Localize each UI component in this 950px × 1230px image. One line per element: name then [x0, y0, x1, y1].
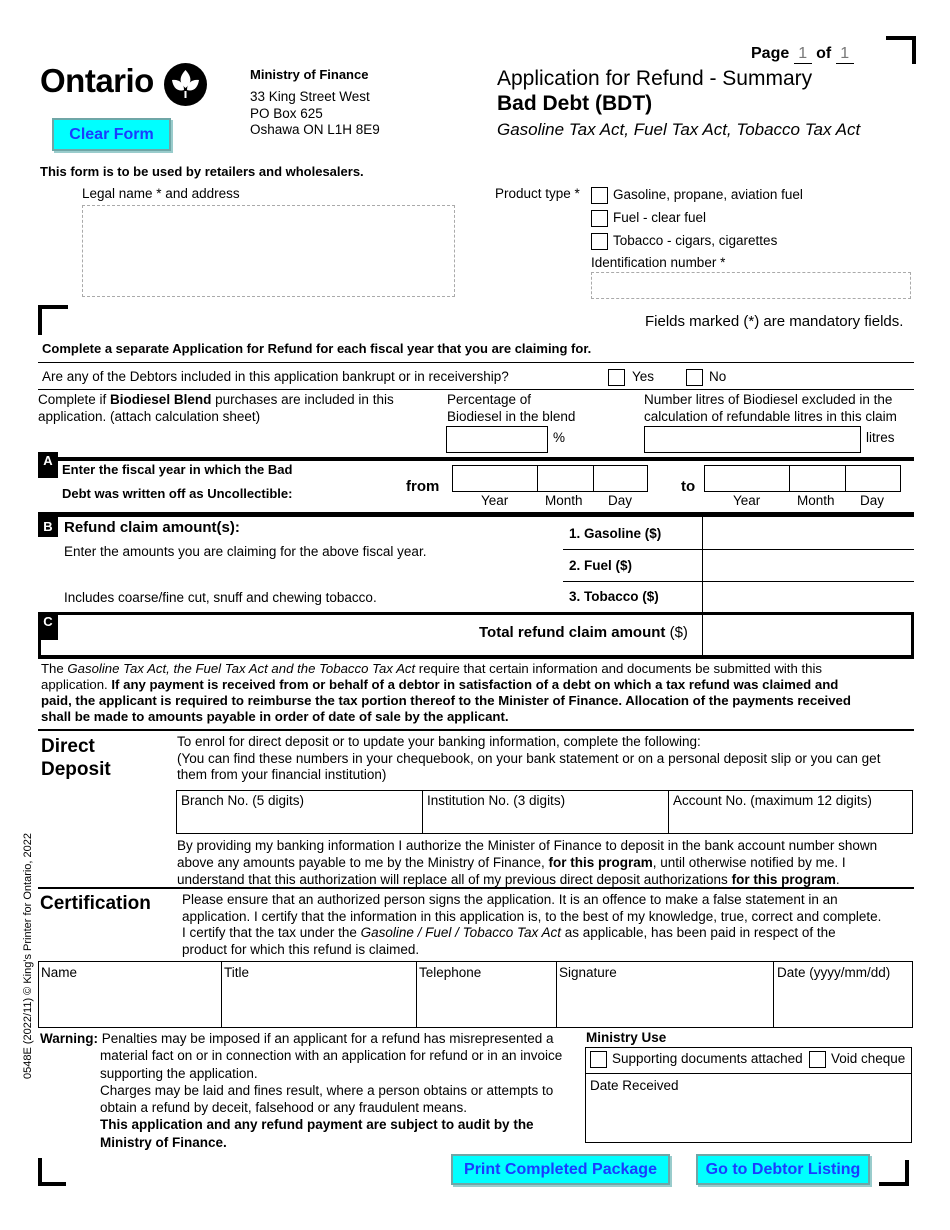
form-usage-note: This form is to be used by retailers and wholesalers.	[40, 164, 364, 179]
from-month-label: Month	[545, 493, 583, 508]
column-divider	[221, 961, 222, 1028]
void-cheque-checkbox[interactable]	[809, 1051, 826, 1068]
section-b-top-rule	[38, 512, 914, 517]
product-tobacco-checkbox[interactable]	[591, 233, 608, 250]
page-indicator: Page 1 of 1	[751, 45, 854, 64]
date-divider	[593, 465, 594, 492]
from-year-label: Year	[481, 493, 509, 508]
date-input[interactable]	[775, 983, 912, 1027]
identification-number-field[interactable]	[591, 272, 911, 299]
date-divider	[537, 465, 538, 492]
address-line-2: PO Box 625	[250, 106, 323, 121]
corner-mark-bottom-right	[879, 1160, 909, 1186]
column-divider	[416, 961, 417, 1028]
refund-claim-title: Refund claim amount(s):	[64, 519, 240, 536]
form-title: Application for Refund - Summary	[497, 67, 813, 90]
clear-form-button[interactable]: Clear Form	[52, 118, 171, 151]
divider	[38, 362, 914, 363]
ontario-logo: Ontario	[40, 62, 154, 99]
percent-unit: %	[553, 430, 566, 445]
product-fuel-checkbox[interactable]	[591, 210, 608, 227]
tobacco-amount-label: 3. Tobacco ($)	[569, 589, 659, 604]
direct-deposit-instructions: To enrol for direct deposit or to update your banking information, complete the following: (You can find these numbers in your chequebook, on your bank statement or on a personal deposit slip or you can get them from your financial institution)	[177, 734, 881, 782]
biodiesel-percentage-input[interactable]	[446, 426, 548, 453]
bankrupt-question: Are any of the Debtors included in this application bankrupt or in receivership?	[42, 369, 509, 384]
signature-input[interactable]	[558, 983, 772, 1027]
account-number-label: Account No. (maximum 12 digits)	[673, 793, 872, 808]
warning-text: Warning: Penalties may be imposed if an applicant for a refund has misrepresented a material fact on or in connection with an application for refund or in an invoice supporting the application. Charges may be laid and fines result, where a person obtains or attempts to obtain a refund by deceit, falsehood or any fraudulent means. This application and any refund payment are subject to audit by the Ministry of Finance.	[40, 1031, 563, 1150]
section-c-right-border	[911, 614, 914, 658]
institution-number-label: Institution No. (3 digits)	[427, 793, 566, 808]
to-month-label: Month	[797, 493, 835, 508]
fiscal-year-prompt-line1: Enter the fiscal year in which the Bad	[62, 462, 293, 477]
corner-mark-top-right	[886, 36, 916, 64]
supporting-documents-label: Supporting documents attached	[612, 1051, 803, 1066]
identification-number-label: Identification number *	[591, 255, 726, 270]
tobacco-amount-input[interactable]	[703, 582, 914, 613]
to-day-label: Day	[860, 493, 885, 508]
mandatory-fields-note: Fields marked (*) are mandatory fields.	[645, 313, 904, 330]
section-c-left-border	[38, 614, 41, 658]
product-gasoline-checkbox[interactable]	[591, 187, 608, 204]
section-a-top-rule	[38, 457, 914, 461]
section-c-bottom-rule	[38, 655, 914, 659]
date-divider	[789, 465, 790, 492]
gasoline-amount-input[interactable]	[703, 518, 914, 549]
ministry-use-title: Ministry Use	[586, 1030, 667, 1045]
fuel-amount-label: 2. Fuel ($)	[569, 558, 633, 573]
separate-application-note: Complete a separate Application for Refund for each fiscal year that you are claiming for.	[42, 341, 592, 356]
signature-label: Signature	[559, 965, 617, 980]
from-date-field[interactable]	[452, 465, 648, 492]
direct-deposit-title: Direct Deposit	[41, 736, 111, 780]
to-date-field[interactable]	[704, 465, 901, 492]
tobacco-note: Includes coarse/fine cut, snuff and chewing tobacco.	[64, 590, 377, 605]
form-subtitle: Bad Debt (BDT)	[497, 92, 653, 115]
corner-mark-bottom-left	[38, 1158, 66, 1186]
ministry-name: Ministry of Finance	[250, 67, 369, 82]
product-fuel-label: Fuel - clear fuel	[613, 210, 707, 225]
total-refund-input[interactable]	[703, 615, 911, 655]
divider	[38, 389, 914, 390]
column-divider	[556, 961, 557, 1028]
section-b-badge: B	[38, 517, 58, 537]
form-acts: Gasoline Tax Act, Fuel Tax Act, Tobacco Tax Act	[497, 120, 861, 139]
direct-deposit-authorization: By providing my banking information I authorize the Minister of Finance to deposit in the bank account number shown above any amounts payable to me by the Ministry of Finance, for this program, until otherwise notified by me. I understand that this authorization will replace all of my previous direct deposit authorizations for this program.	[177, 838, 878, 887]
page-number: 1	[794, 45, 812, 64]
page-total: 1	[836, 45, 854, 64]
fuel-amount-input[interactable]	[703, 550, 914, 581]
corner-mark-top-left	[38, 305, 68, 335]
direct-deposit-top-rule	[38, 729, 914, 731]
column-divider	[773, 961, 774, 1028]
telephone-label: Telephone	[419, 965, 482, 980]
address-line-1: 33 King Street West	[250, 89, 370, 104]
print-completed-package-button[interactable]: Print Completed Package	[451, 1154, 670, 1185]
from-label: from	[406, 478, 440, 495]
title-input[interactable]	[223, 983, 415, 1027]
certification-top-rule	[38, 887, 914, 889]
name-label: Name	[41, 965, 78, 980]
total-refund-label: Total refund claim amount ($)	[479, 624, 688, 641]
legal-name-label: Legal name * and address	[82, 186, 240, 201]
name-input[interactable]	[40, 983, 220, 1027]
from-day-label: Day	[608, 493, 633, 508]
litres-unit: litres	[866, 430, 895, 445]
bankrupt-yes-label: Yes	[632, 369, 655, 384]
legal-name-address-field[interactable]	[82, 205, 455, 297]
date-divider	[845, 465, 846, 492]
form-number-side-text: 0548E (2022/11) © King's Printer for Ontario, 2022	[22, 832, 34, 1080]
refund-claim-instruction: Enter the amounts you are claiming for the above fiscal year.	[64, 544, 427, 559]
bankrupt-no-label: No	[709, 369, 727, 384]
biodiesel-percentage-label: Percentage of Biodiesel in the blend	[447, 392, 576, 424]
supporting-documents-checkbox[interactable]	[590, 1051, 607, 1068]
gasoline-amount-label: 1. Gasoline ($)	[569, 526, 662, 541]
date-received-label: Date Received	[590, 1078, 679, 1093]
biodiesel-litres-input[interactable]	[644, 426, 861, 453]
telephone-input[interactable]	[418, 983, 555, 1027]
title-label: Title	[224, 965, 250, 980]
section-a-badge: A	[38, 452, 58, 478]
void-cheque-label: Void cheque	[831, 1051, 906, 1066]
to-year-label: Year	[733, 493, 761, 508]
fiscal-year-prompt-line2: Debt was written off as Uncollectible:	[62, 486, 293, 501]
section-c-badge: C	[38, 614, 58, 640]
biodiesel-instruction: Complete if Biodiesel Blend purchases are included in this application. (attach calculation sheet)	[38, 392, 394, 424]
product-gasoline-label: Gasoline, propane, aviation fuel	[613, 187, 803, 202]
bankrupt-no-checkbox[interactable]	[686, 369, 703, 386]
biodiesel-litres-label: Number litres of Biodiesel excluded in the calculation of refundable litres in this claim	[644, 392, 897, 424]
certification-title: Certification	[40, 893, 151, 914]
trillium-icon	[163, 62, 208, 107]
divider	[585, 1073, 912, 1074]
product-type-label: Product type *	[495, 186, 580, 201]
address-line-3: Oshawa ON L1H 8E9	[250, 122, 380, 137]
branch-number-label: Branch No. (5 digits)	[181, 793, 305, 808]
go-to-debtor-listing-button[interactable]: Go to Debtor Listing	[696, 1154, 870, 1185]
certification-text: Please ensure that an authorized person signs the application. It is an offence to make a false statement in an application. I certify that the information in this application is, to the best of my knowledge, true, correct and complete. I certify that the tax under the Gasoline / Fuel / Tobacco Tax Act as applicable, has been paid in respect of the product for which this refund is claimed.	[182, 892, 882, 957]
bankrupt-yes-checkbox[interactable]	[608, 369, 625, 386]
date-label: Date (yyyy/mm/dd)	[777, 965, 891, 980]
to-label: to	[681, 478, 696, 495]
product-tobacco-label: Tobacco - cigars, cigarettes	[613, 233, 778, 248]
legal-paragraph: The Gasoline Tax Act, the Fuel Tax Act and the Tobacco Tax Act require that certain information and documents be submitted with this application. If any payment is received from or behalf of a debtor in satisfaction of a debt on which a tax refund was claimed and paid, the applicant is required to reimburse the tax portion thereof to the Minister of Finance. Allocation of the payments received shall be made to amounts payable in order of date of sale by the applicant.	[41, 661, 851, 724]
